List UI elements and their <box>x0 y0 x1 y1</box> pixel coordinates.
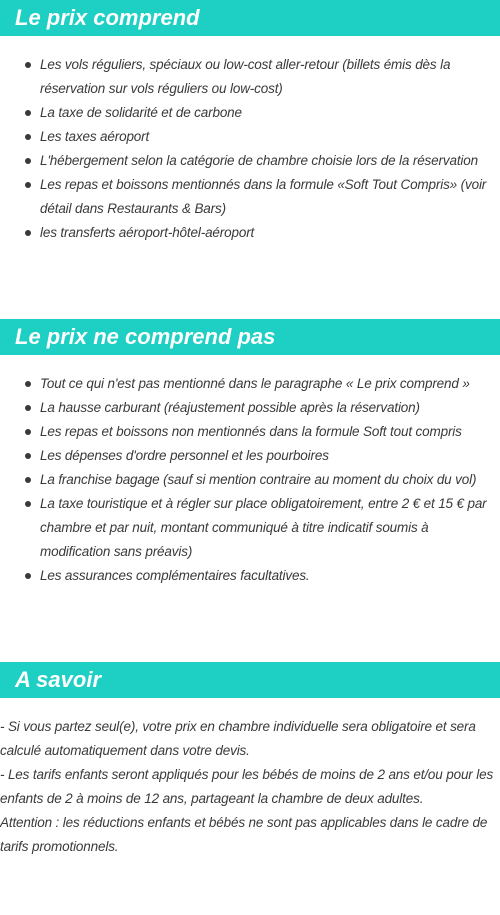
list-item: Les repas et boissons mentionnés dans la formule «Soft Tout Compris» (voir détail dans Restaurants & Bars) <box>0 173 500 221</box>
section-header-to-know: A savoir <box>0 662 500 698</box>
section-header-price-includes: Le prix comprend <box>0 0 500 36</box>
price-includes-list <box>0 53 500 245</box>
list-item: Les vols réguliers, spéciaux ou low-cost aller-retour (billets émis dès la réservation sur vols réguliers ou low-cost) <box>0 53 500 101</box>
to-know-paragraph: Attention : les réductions enfants et bébés ne sont pas applicables dans le cadre de tarifs promotionnels. <box>0 815 488 854</box>
list-item: Les assurances complémentaires facultatives. <box>0 564 500 588</box>
list-item: Les dépenses d'ordre personnel et les pourboires <box>0 444 500 468</box>
list-item: Les taxes aéroport <box>0 125 500 149</box>
list-item: les transferts aéroport-hôtel-aéroport <box>0 221 500 245</box>
list-item: La hausse carburant (réajustement possible après la réservation) <box>0 396 500 420</box>
to-know-paragraph: - Si vous partez seul(e), votre prix en chambre individuelle sera obligatoire et sera calculé automatiquement dans votre devis. <box>0 719 476 758</box>
list-item: La taxe touristique et à régler sur place obligatoirement, entre 2 € et 15 € par chambre et par nuit, montant communiqué à titre indicatif soumis à modification sans préavis) <box>0 492 500 564</box>
to-know-text <box>0 715 500 859</box>
list-item: Les repas et boissons non mentionnés dans la formule Soft tout compris <box>0 420 500 444</box>
section-header-price-excludes: Le prix ne comprend pas <box>0 319 500 355</box>
list-item: Tout ce qui n'est pas mentionné dans le paragraphe « Le prix comprend » <box>0 372 500 396</box>
to-know-paragraph: - Les tarifs enfants seront appliqués pour les bébés de moins de 2 ans et/ou pour les enfants de 2 à moins de 12 ans, partageant la chambre de deux adultes. <box>0 767 494 806</box>
list-item: La taxe de solidarité et de carbone <box>0 101 500 125</box>
price-excludes-list <box>0 372 500 588</box>
list-item: L'hébergement selon la catégorie de chambre choisie lors de la réservation <box>0 149 500 173</box>
list-item: La franchise bagage (sauf si mention contraire au moment du choix du vol) <box>0 468 500 492</box>
